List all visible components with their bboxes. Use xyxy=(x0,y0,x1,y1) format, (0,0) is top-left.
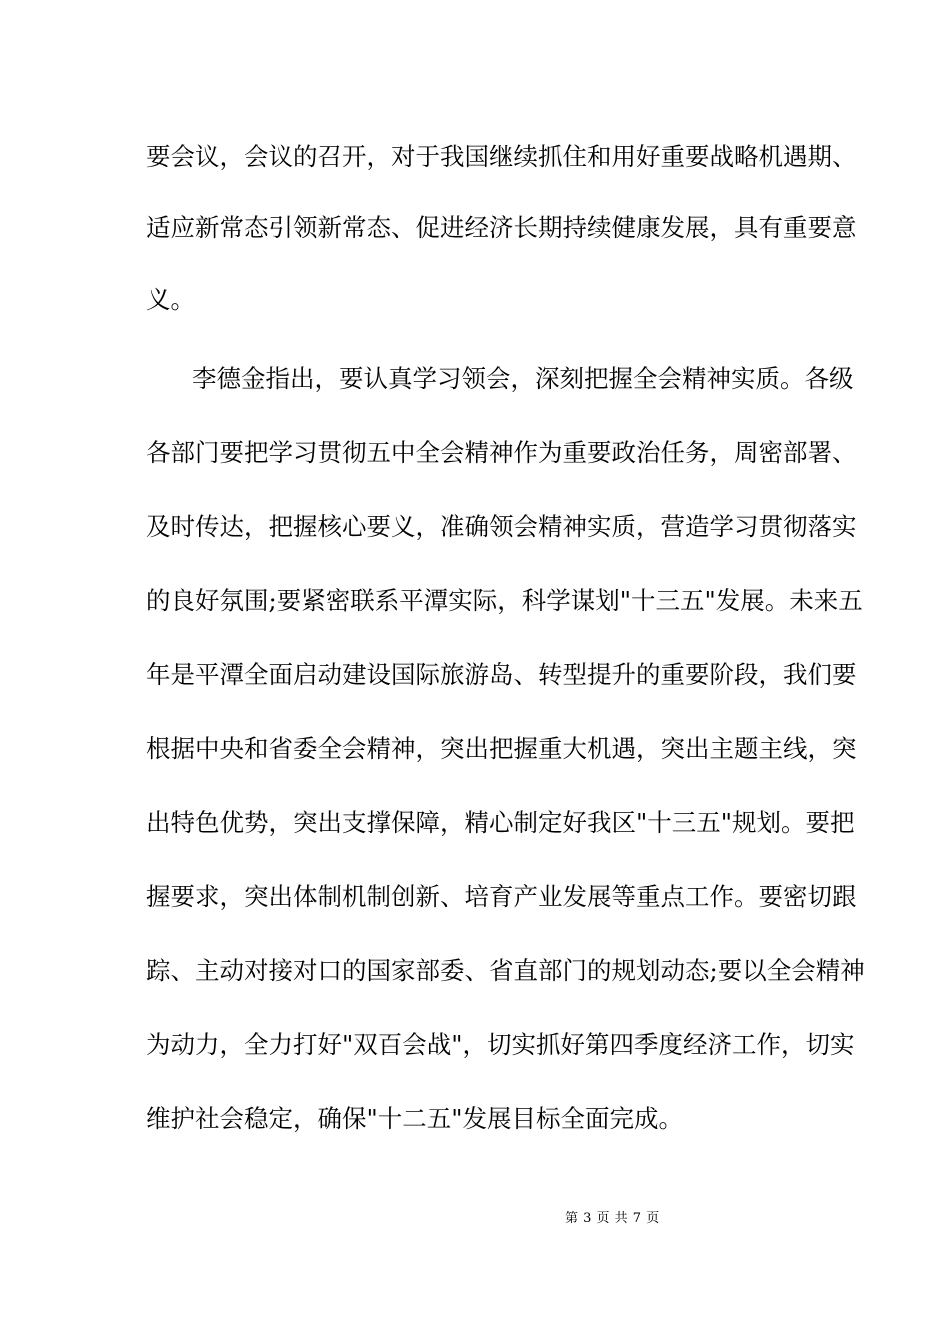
text-line-content: 维护社会稳定，确保"十二五"发展目标全面完成。 xyxy=(146,1104,684,1133)
text-line xyxy=(0,208,950,248)
text-line-content: 义。 xyxy=(146,285,195,314)
text-line-content: 要会议，会议的召开，对于我国继续抓住和用好重要战略机遇期、 xyxy=(146,142,857,171)
text-line xyxy=(0,655,950,695)
text-line-content: 握要求，突出体制机制创新、培育产业发展等重点工作。要密切跟 xyxy=(146,882,857,911)
text-line xyxy=(0,581,950,621)
text-line-content: 踪、主动对接对口的国家部委、省直部门的规划动态;要以全会精神 xyxy=(146,956,865,985)
text-line-content: 出特色优势，突出支撑保障，精心制定好我区"十三五"规划。要把 xyxy=(146,808,855,837)
text-line xyxy=(0,951,950,991)
text-line-content: 为动力，全力打好"双百会战"，切实抓好第四季度经济工作，切实 xyxy=(146,1030,855,1059)
page-footer xyxy=(0,1207,950,1231)
text-line-content: 的良好氛围;要紧密联系平潭实际，科学谋划"十三五"发展。未来五 xyxy=(146,586,863,615)
page-number: 第 3 页 共 7 页 xyxy=(565,1211,660,1226)
text-line-content: 适应新常态引领新常态、促进经济长期持续健康发展，具有重要意 xyxy=(146,213,857,242)
text-line xyxy=(0,803,950,843)
text-line xyxy=(0,1099,950,1139)
text-line-content: 根据中央和省委全会精神，突出把握重大机遇，突出主题主线，突 xyxy=(146,734,857,763)
text-line-content: 各部门要把学习贯彻五中全会精神作为重要政治任务，周密部署、 xyxy=(146,438,857,467)
text-line xyxy=(0,877,950,917)
text-line xyxy=(0,729,950,769)
text-line-content: 年是平潭全面启动建设国际旅游岛、转型提升的重要阶段，我们要 xyxy=(146,660,857,689)
text-line xyxy=(0,280,950,320)
text-line xyxy=(0,359,950,399)
text-line-content: 及时传达，把握核心要义，准确领会精神实质，营造学习贯彻落实 xyxy=(146,512,857,541)
text-line xyxy=(0,507,950,547)
text-line xyxy=(0,433,950,473)
text-line xyxy=(0,1025,950,1065)
text-line-content: 李德金指出，要认真学习领会，深刻把握全会精神实质。各级 xyxy=(192,364,854,393)
text-line xyxy=(0,137,950,177)
